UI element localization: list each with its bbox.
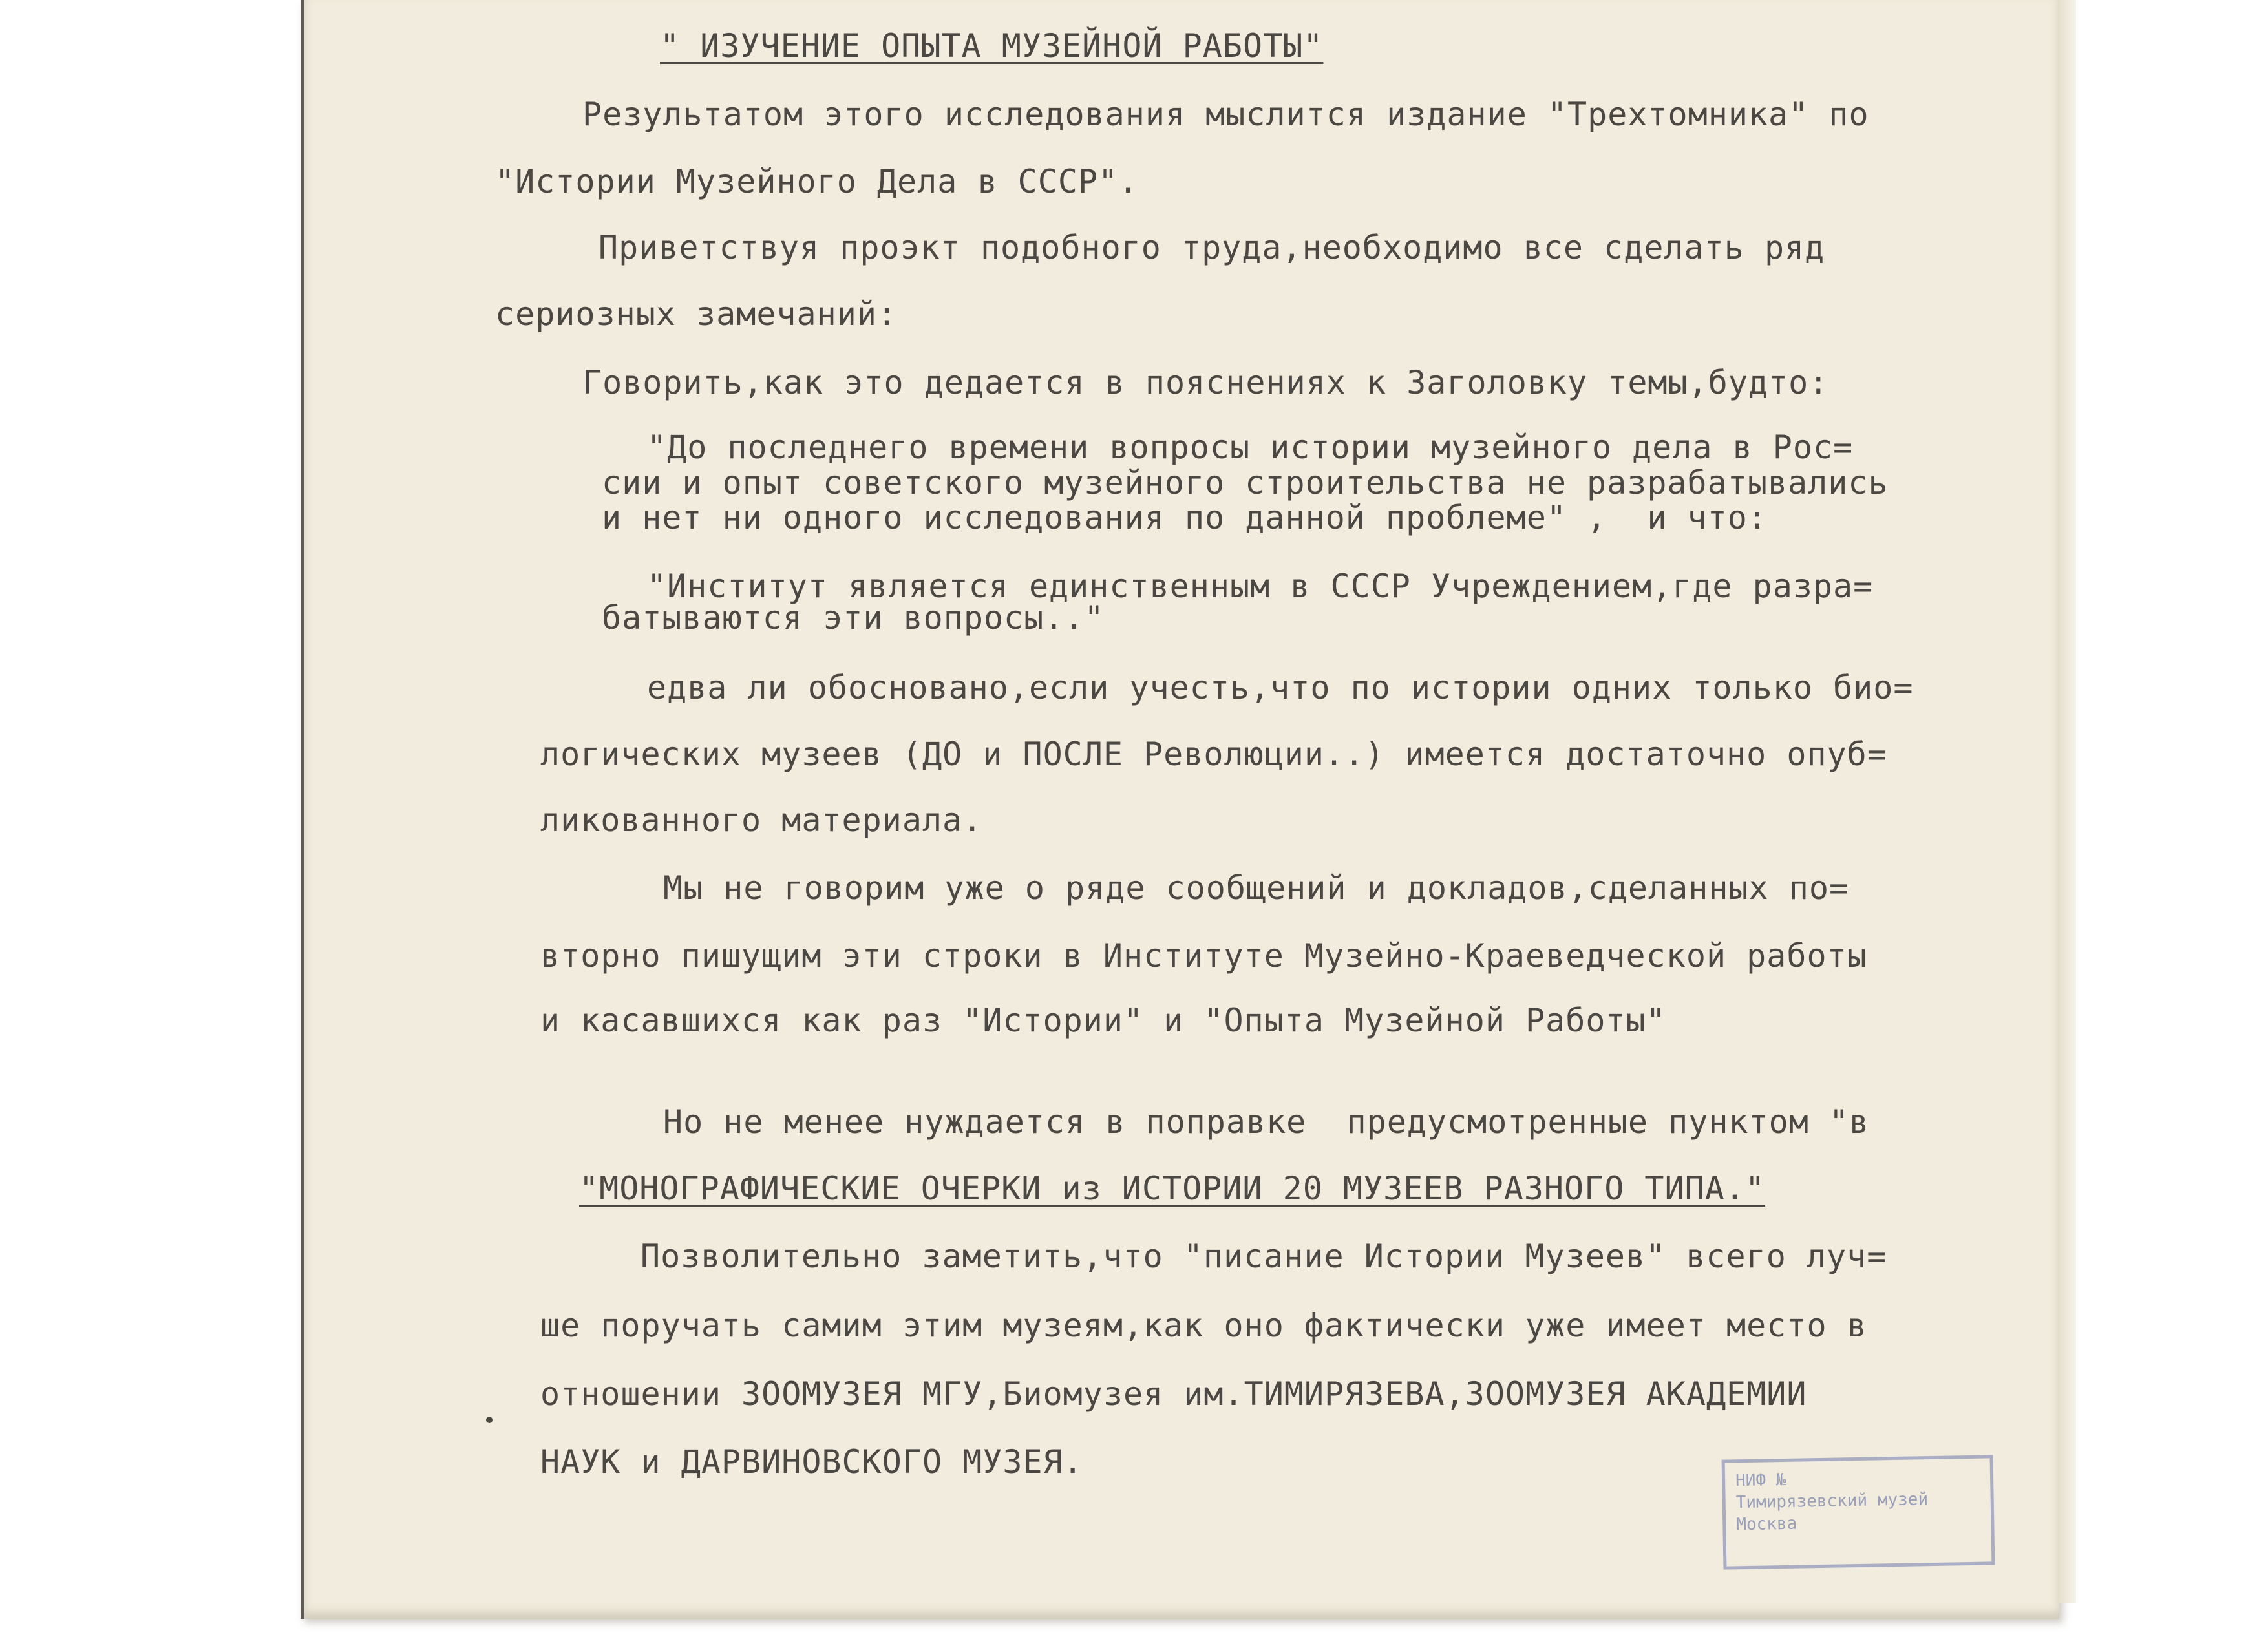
document-page [301,0,2059,1619]
text-line: ше поручать самим этим музеям,как оно фактически уже имеет место в [540,1307,1867,1344]
archive-stamp [1722,1455,1995,1569]
quote-line: сии и опыт советского музейного строительства не разрабатывались [602,464,1889,502]
text-line: НАУК и ДАРВИНОВСКОГО МУЗЕЯ. [540,1443,1083,1481]
quote-line: "До последнего времени вопросы истории музейного дела в Рос= [647,428,1854,466]
stamp-line: Тимирязевский музей [1735,1489,1929,1513]
text-line: Но не менее нуждается в поправке предусмотренные пунктом "в [663,1103,1870,1141]
underlined-title: "МОНОГРАФИЧЕСКИЕ ОЧЕРКИ из ИСТОРИИ 20 МУЗЕЕВ РАЗНОГО ТИПА." [579,1170,1766,1207]
stamp-line: НИФ № [1735,1470,1786,1491]
text-line: Говорить,как это дедается в пояснениях к Заголовку темы,будто: [582,364,1829,401]
text-line: отношении ЗООМУЗЕЯ МГУ,Биомузея им.ТИМИРЯЗЕВА,ЗООМУЗЕЯ АКАДЕМИИ [540,1375,1807,1413]
stamp-line: Москва [1736,1514,1797,1534]
text-line: едва ли обосновано,если учесть,что по истории одних только био= [647,669,1914,706]
text-line: Приветствуя проэкт подобного труда,необходимо все сделать ряд [599,229,1825,266]
quote-line: батываются эти вопросы.." [602,599,1105,637]
text-line: Мы не говорим уже о ряде сообщений и докладов,сделанных по= [663,869,1850,907]
document-heading: " ИЗУЧЕНИЕ ОПЫТА МУЗЕЙНОЙ РАБОТЫ" [660,27,1324,65]
quote-line: и нет ни одного исследования по данной проблеме" , и что: [602,499,1768,536]
text-line: и касавшихся как раз "Истории" и "Опыта Музейной Работы" [540,1002,1666,1039]
quote-line: "Институт является единственным в СССР Учреждением,где разра= [647,567,1874,605]
text-line: Позволительно заметить,что "писание Истории Музеев" всего луч= [641,1238,1887,1275]
text-line: вторно пишущим эти строки в Институте Музейно-Краеведческой работы [540,937,1867,975]
ink-dot [486,1417,493,1423]
text-line: Результатом этого исследования мыслится издание "Трехтомника" по [582,96,1869,133]
text-line: сериозных замечаний: [495,295,898,333]
text-line: логических музеев (ДО и ПОСЛЕ Революции..) имеется достаточно опуб= [540,735,1887,773]
text-line: ликованного материала. [540,801,983,839]
text-line: "Истории Музейного Дела в СССР". [495,163,1139,200]
